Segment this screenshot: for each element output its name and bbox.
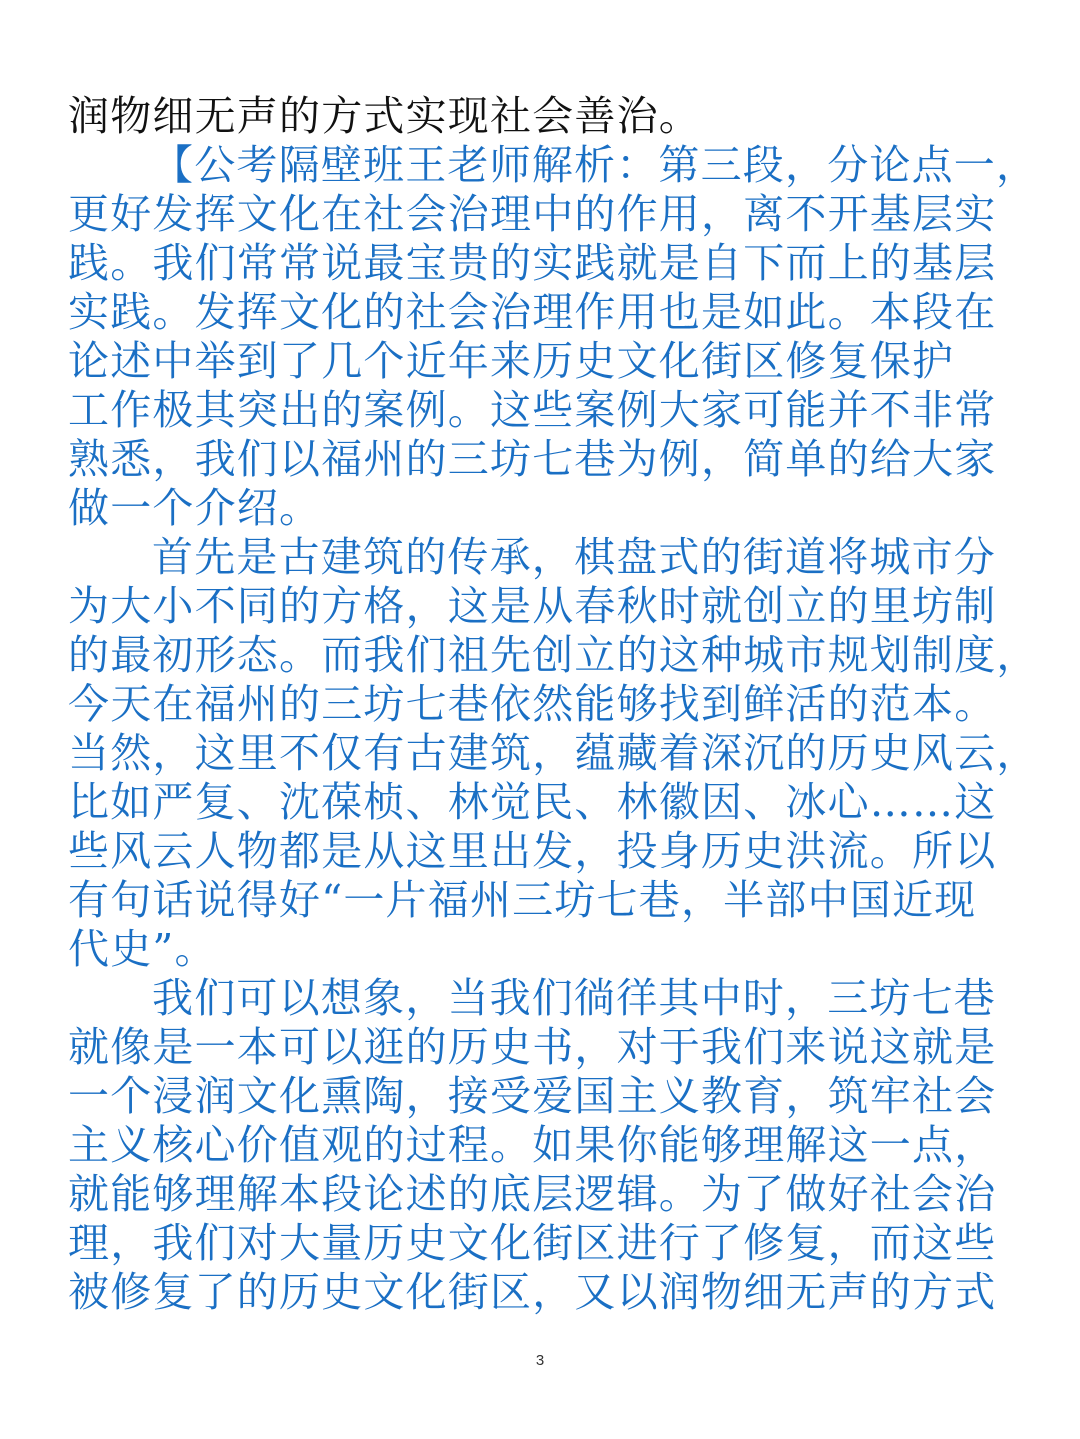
analysis-text-line: 的最初形态。而我们祖先创立的这种城市规划制度， [68, 631, 1039, 679]
analysis-text-line: 被修复了的历史文化街区，又以润物细无声的方式 [68, 1268, 997, 1316]
analysis-text-line: 今天在福州的三坊七巷依然能够找到鲜活的范本。 [68, 680, 997, 728]
analysis-text-line: 就像是一本可以逛的历史书，对于我们来说这就是 [68, 1023, 997, 1071]
analysis-text-line: 主义核心价值观的过程。如果你能够理解这一点， [68, 1121, 997, 1169]
analysis-paragraph-start: 首先是古建筑的传承，棋盘式的街道将城市分 [152, 533, 996, 581]
analysis-text-line: 有句话说得好“一片福州三坊七巷，半部中国近现 [68, 876, 977, 924]
analysis-paragraph-start: 我们可以想象，当我们徜徉其中时，三坊七巷 [152, 974, 996, 1022]
analysis-text-line: 代史”。 [68, 925, 217, 973]
analysis-text-line: 一个浸润文化熏陶，接受爱国主义教育，筑牢社会 [68, 1072, 997, 1120]
analysis-paragraph-start: 【公考隔壁班王老师解析：第三段，分论点一， [152, 141, 1039, 189]
analysis-text-line: 熟悉，我们以福州的三坊七巷为例，简单的给大家 [68, 435, 997, 483]
analysis-text-line: 为大小不同的方格，这是从春秋时就创立的里坊制 [68, 582, 997, 630]
analysis-text-line: 当然，这里不仅有古建筑，蕴藏着深沉的历史风云， [68, 729, 1039, 777]
analysis-text-line: 就能够理解本段论述的底层逻辑。为了做好社会治 [68, 1170, 997, 1218]
analysis-text-line: 理，我们对大量历史文化街区进行了修复，而这些 [68, 1219, 997, 1267]
body-text-line: 润物细无声的方式实现社会善治。 [68, 92, 701, 140]
analysis-text-line: 论述中举到了几个近年来历史文化街区修复保护 [68, 337, 955, 385]
analysis-text-line: 更好发挥文化在社会治理中的作用，离不开基层实 [68, 190, 997, 238]
analysis-text-line: 工作极其突出的案例。这些案例大家可能并不非常 [68, 386, 997, 434]
document-body [68, 92, 1039, 1317]
analysis-text-line: 比如严复、沈葆桢、林觉民、林徽因、冰心……这 [68, 778, 997, 826]
analysis-text-line: 实践。发挥文化的社会治理作用也是如此。本段在 [68, 288, 997, 336]
analysis-text-line: 些风云人物都是从这里出发，投身历史洪流。所以 [68, 827, 997, 875]
analysis-text-line: 做一个介绍。 [68, 484, 322, 532]
page-number: 3 [535, 1352, 545, 1369]
analysis-text-line: 践。我们常常说最宝贵的实践就是自下而上的基层 [68, 239, 997, 287]
